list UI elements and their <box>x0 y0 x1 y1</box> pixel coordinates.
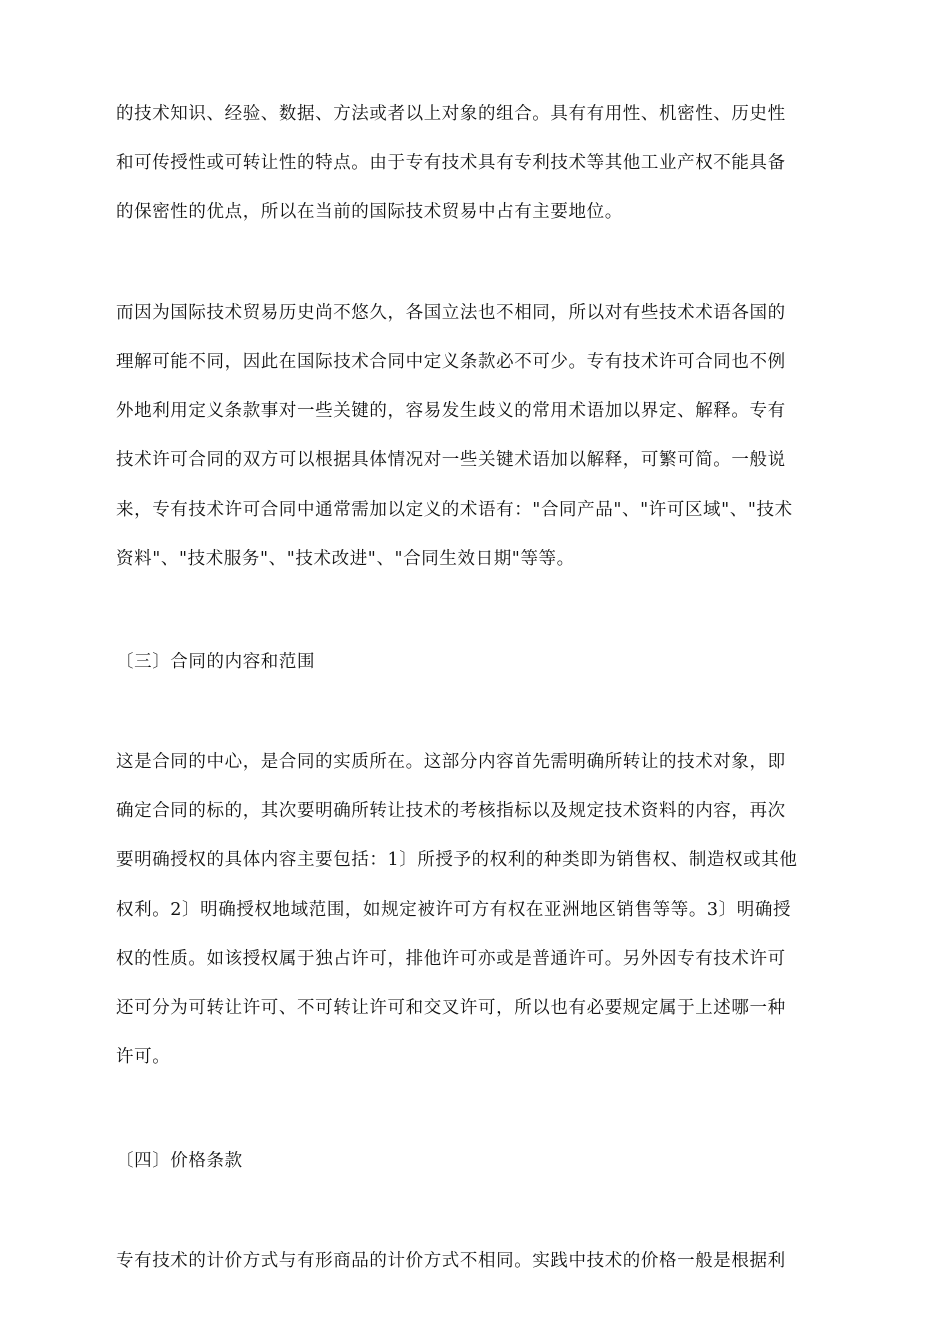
text-line: 权的性质。如该授权属于独占许可，排他许可亦或是普通许可。另外因专有技术许可 <box>116 949 786 969</box>
section-heading: 〔三〕合同的内容和范围 <box>116 652 316 672</box>
text-line: 资料"、"技术服务"、"技术改进"、"合同生效日期"等等。 <box>116 549 575 569</box>
text-line: 的保密性的优点，所以在当前的国际技术贸易中占有主要地位。 <box>116 202 623 222</box>
text-line: 还可分为可转让许可、不可转让许可和交叉许可，所以也有必要规定属于上述哪一种 <box>116 998 786 1018</box>
text-line: 的技术知识、经验、数据、方法或者以上对象的组合。具有有用性、机密性、历史性 <box>116 104 786 124</box>
text-line: 确定合同的标的，其次要明确所转让技术的考核指标以及规定技术资料的内容，再次 <box>116 801 786 821</box>
text-line: 许可。 <box>116 1047 171 1067</box>
text-line: 而因为国际技术贸易历史尚不悠久，各国立法也不相同，所以对有些技术术语各国的 <box>116 303 786 323</box>
text-line: 和可传授性或可转让性的特点。由于专有技术具有专利技术等其他工业产权不能具备 <box>116 153 786 173</box>
text-line: 要明确授权的具体内容主要包括：1〕所授予的权利的种类即为销售权、制造权或其他 <box>116 850 798 870</box>
text-line: 理解可能不同，因此在国际技术合同中定义条款必不可少。专有技术许可合同也不例 <box>116 352 786 372</box>
text-line: 专有技术的计价方式与有形商品的计价方式不相同。实践中技术的价格一般是根据利 <box>116 1251 786 1271</box>
text-line: 技术许可合同的双方可以根据具体情况对一些关键术语加以解释，可繁可简。一般说 <box>116 450 786 470</box>
section-heading: 〔四〕价格条款 <box>116 1151 243 1171</box>
text-line: 外地利用定义条款事对一些关键的，容易发生歧义的常用术语加以界定、解释。专有 <box>116 401 786 421</box>
text-line: 来，专有技术许可合同中通常需加以定义的术语有："合同产品"、"许可区域"、"技术 <box>116 500 793 520</box>
text-line: 这是合同的中心，是合同的实质所在。这部分内容首先需明确所转让的技术对象，即 <box>116 752 786 772</box>
text-line: 权利。2〕明确授权地域范围，如规定被许可方有权在亚洲地区销售等等。3〕明确授 <box>116 900 792 920</box>
